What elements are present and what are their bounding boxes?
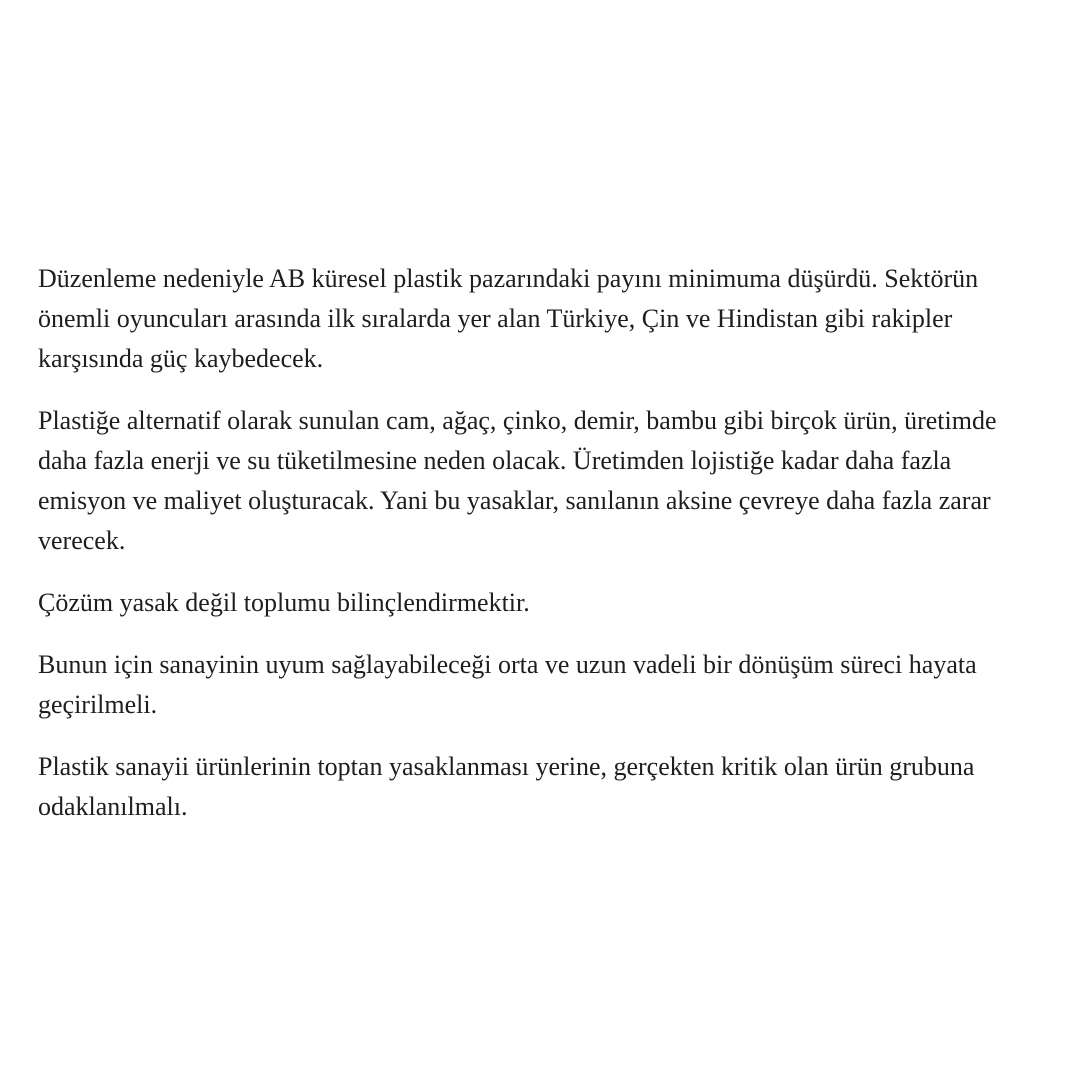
article-body <box>38 259 1040 849</box>
text-line: odaklanılmalı. <box>38 792 188 821</box>
paragraph <box>38 583 1040 623</box>
text-line: önemli oyuncuları arasında ilk sıralarda yer alan Türkiye, Çin ve Hindistan gibi rakipler <box>38 304 953 333</box>
paragraph <box>38 259 1040 379</box>
text-line: Plastik sanayii ürünlerinin toptan yasaklanması yerine, gerçekten kritik olan ürün grubuna <box>38 752 975 781</box>
text-line: Çözüm yasak değil toplumu bilinçlendirmektir. <box>38 588 530 617</box>
text-line: Düzenleme nedeniyle AB küresel plastik pazarındaki payını minimuma düşürdü. Sektörün <box>38 264 979 293</box>
text-line: daha fazla enerji ve su tüketilmesine neden olacak. Üretimden lojistiğe kadar daha fazla <box>38 446 952 475</box>
paragraph <box>38 401 1040 561</box>
paragraph <box>38 645 1040 725</box>
text-line: geçirilmeli. <box>38 690 158 719</box>
text-line: verecek. <box>38 526 126 555</box>
text-line: karşısında güç kaybedecek. <box>38 344 324 373</box>
paragraph <box>38 747 1040 827</box>
text-line: emisyon ve maliyet oluşturacak. Yani bu yasaklar, sanılanın aksine çevreye daha fazla zarar <box>38 486 991 515</box>
text-line: Bunun için sanayinin uyum sağlayabileceği orta ve uzun vadeli bir dönüşüm süreci hayata <box>38 650 977 679</box>
text-line: Plastiğe alternatif olarak sunulan cam, ağaç, çinko, demir, bambu gibi birçok ürün, üretimde <box>38 406 997 435</box>
